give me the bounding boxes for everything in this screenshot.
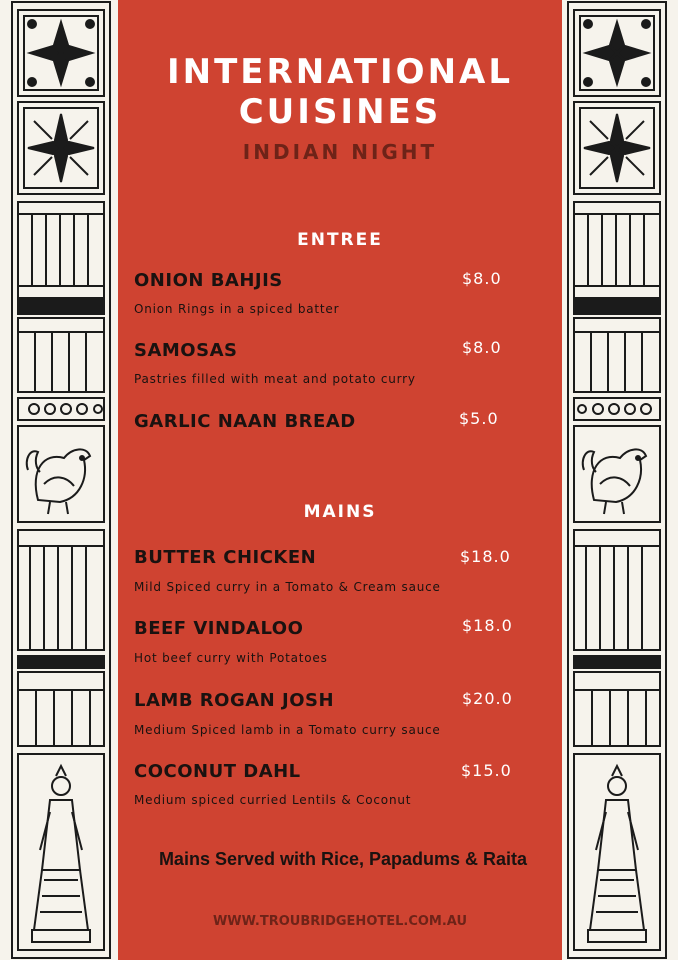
menu-item-name: COCONUT DAHL xyxy=(134,761,301,782)
right-decorative-border xyxy=(560,0,678,960)
website-link[interactable]: WWW.TROUBRIDGEHOTEL.COM.AU xyxy=(212,914,468,929)
flower-tile-icon xyxy=(574,102,660,194)
menu-item-price: $15.0 xyxy=(461,761,512,780)
menu-item-price: $18.0 xyxy=(460,547,511,566)
menu-item-name: ONION BAHJIS xyxy=(134,270,283,291)
menu-item-description: Medium Spiced lamb in a Tomato curry sauce xyxy=(134,723,441,737)
menu-item-description: Onion Rings in a spiced batter xyxy=(134,302,340,316)
menu-panel xyxy=(118,0,562,960)
menu-item-name: GARLIC NAAN BREAD xyxy=(134,411,356,432)
column-band xyxy=(574,202,660,420)
woodcut-pattern-right xyxy=(560,0,678,960)
section-heading-entree: ENTREE xyxy=(297,230,383,250)
menu-item-name: SAMOSAS xyxy=(134,340,238,361)
menu-title-line2: CUISINES xyxy=(238,92,442,132)
figure-icon xyxy=(574,754,660,950)
menu-item-name: LAMB ROGAN JOSH xyxy=(134,690,335,711)
flower-tile-icon xyxy=(18,102,104,194)
menu-item-description: Medium spiced curried Lentils & Coconut xyxy=(134,793,412,807)
menu-item-name: BEEF VINDALOO xyxy=(134,618,304,639)
left-decorative-border xyxy=(0,0,118,960)
menu-title-line1: INTERNATIONAL xyxy=(166,52,513,92)
mains-served-note: Mains Served with Rice, Papadums & Raita xyxy=(158,849,528,869)
column-band xyxy=(18,530,104,746)
menu-item-description: Hot beef curry with Potatoes xyxy=(134,651,328,665)
menu-item-price: $8.0 xyxy=(462,269,502,288)
figure-icon xyxy=(18,754,104,950)
bird-icon xyxy=(18,426,104,522)
menu-item-price: $8.0 xyxy=(462,338,502,357)
column-band xyxy=(574,530,660,746)
menu-item-price: $18.0 xyxy=(462,616,513,635)
section-heading-mains: MAINS xyxy=(303,502,377,522)
menu-item-description: Pastries filled with meat and potato curry xyxy=(134,372,416,386)
bird-icon xyxy=(574,426,660,522)
menu-item-price: $20.0 xyxy=(462,689,513,708)
menu-item-name: BUTTER CHICKEN xyxy=(134,547,317,568)
column-band xyxy=(18,202,104,420)
menu-item-description: Mild Spiced curry in a Tomato & Cream sauce xyxy=(134,580,441,594)
flower-tile-icon xyxy=(574,10,660,96)
menu-subtitle: INDIAN NIGHT xyxy=(242,140,438,164)
menu-item-price: $5.0 xyxy=(459,409,499,428)
flower-tile-icon xyxy=(18,10,104,96)
woodcut-pattern-left xyxy=(0,0,118,960)
